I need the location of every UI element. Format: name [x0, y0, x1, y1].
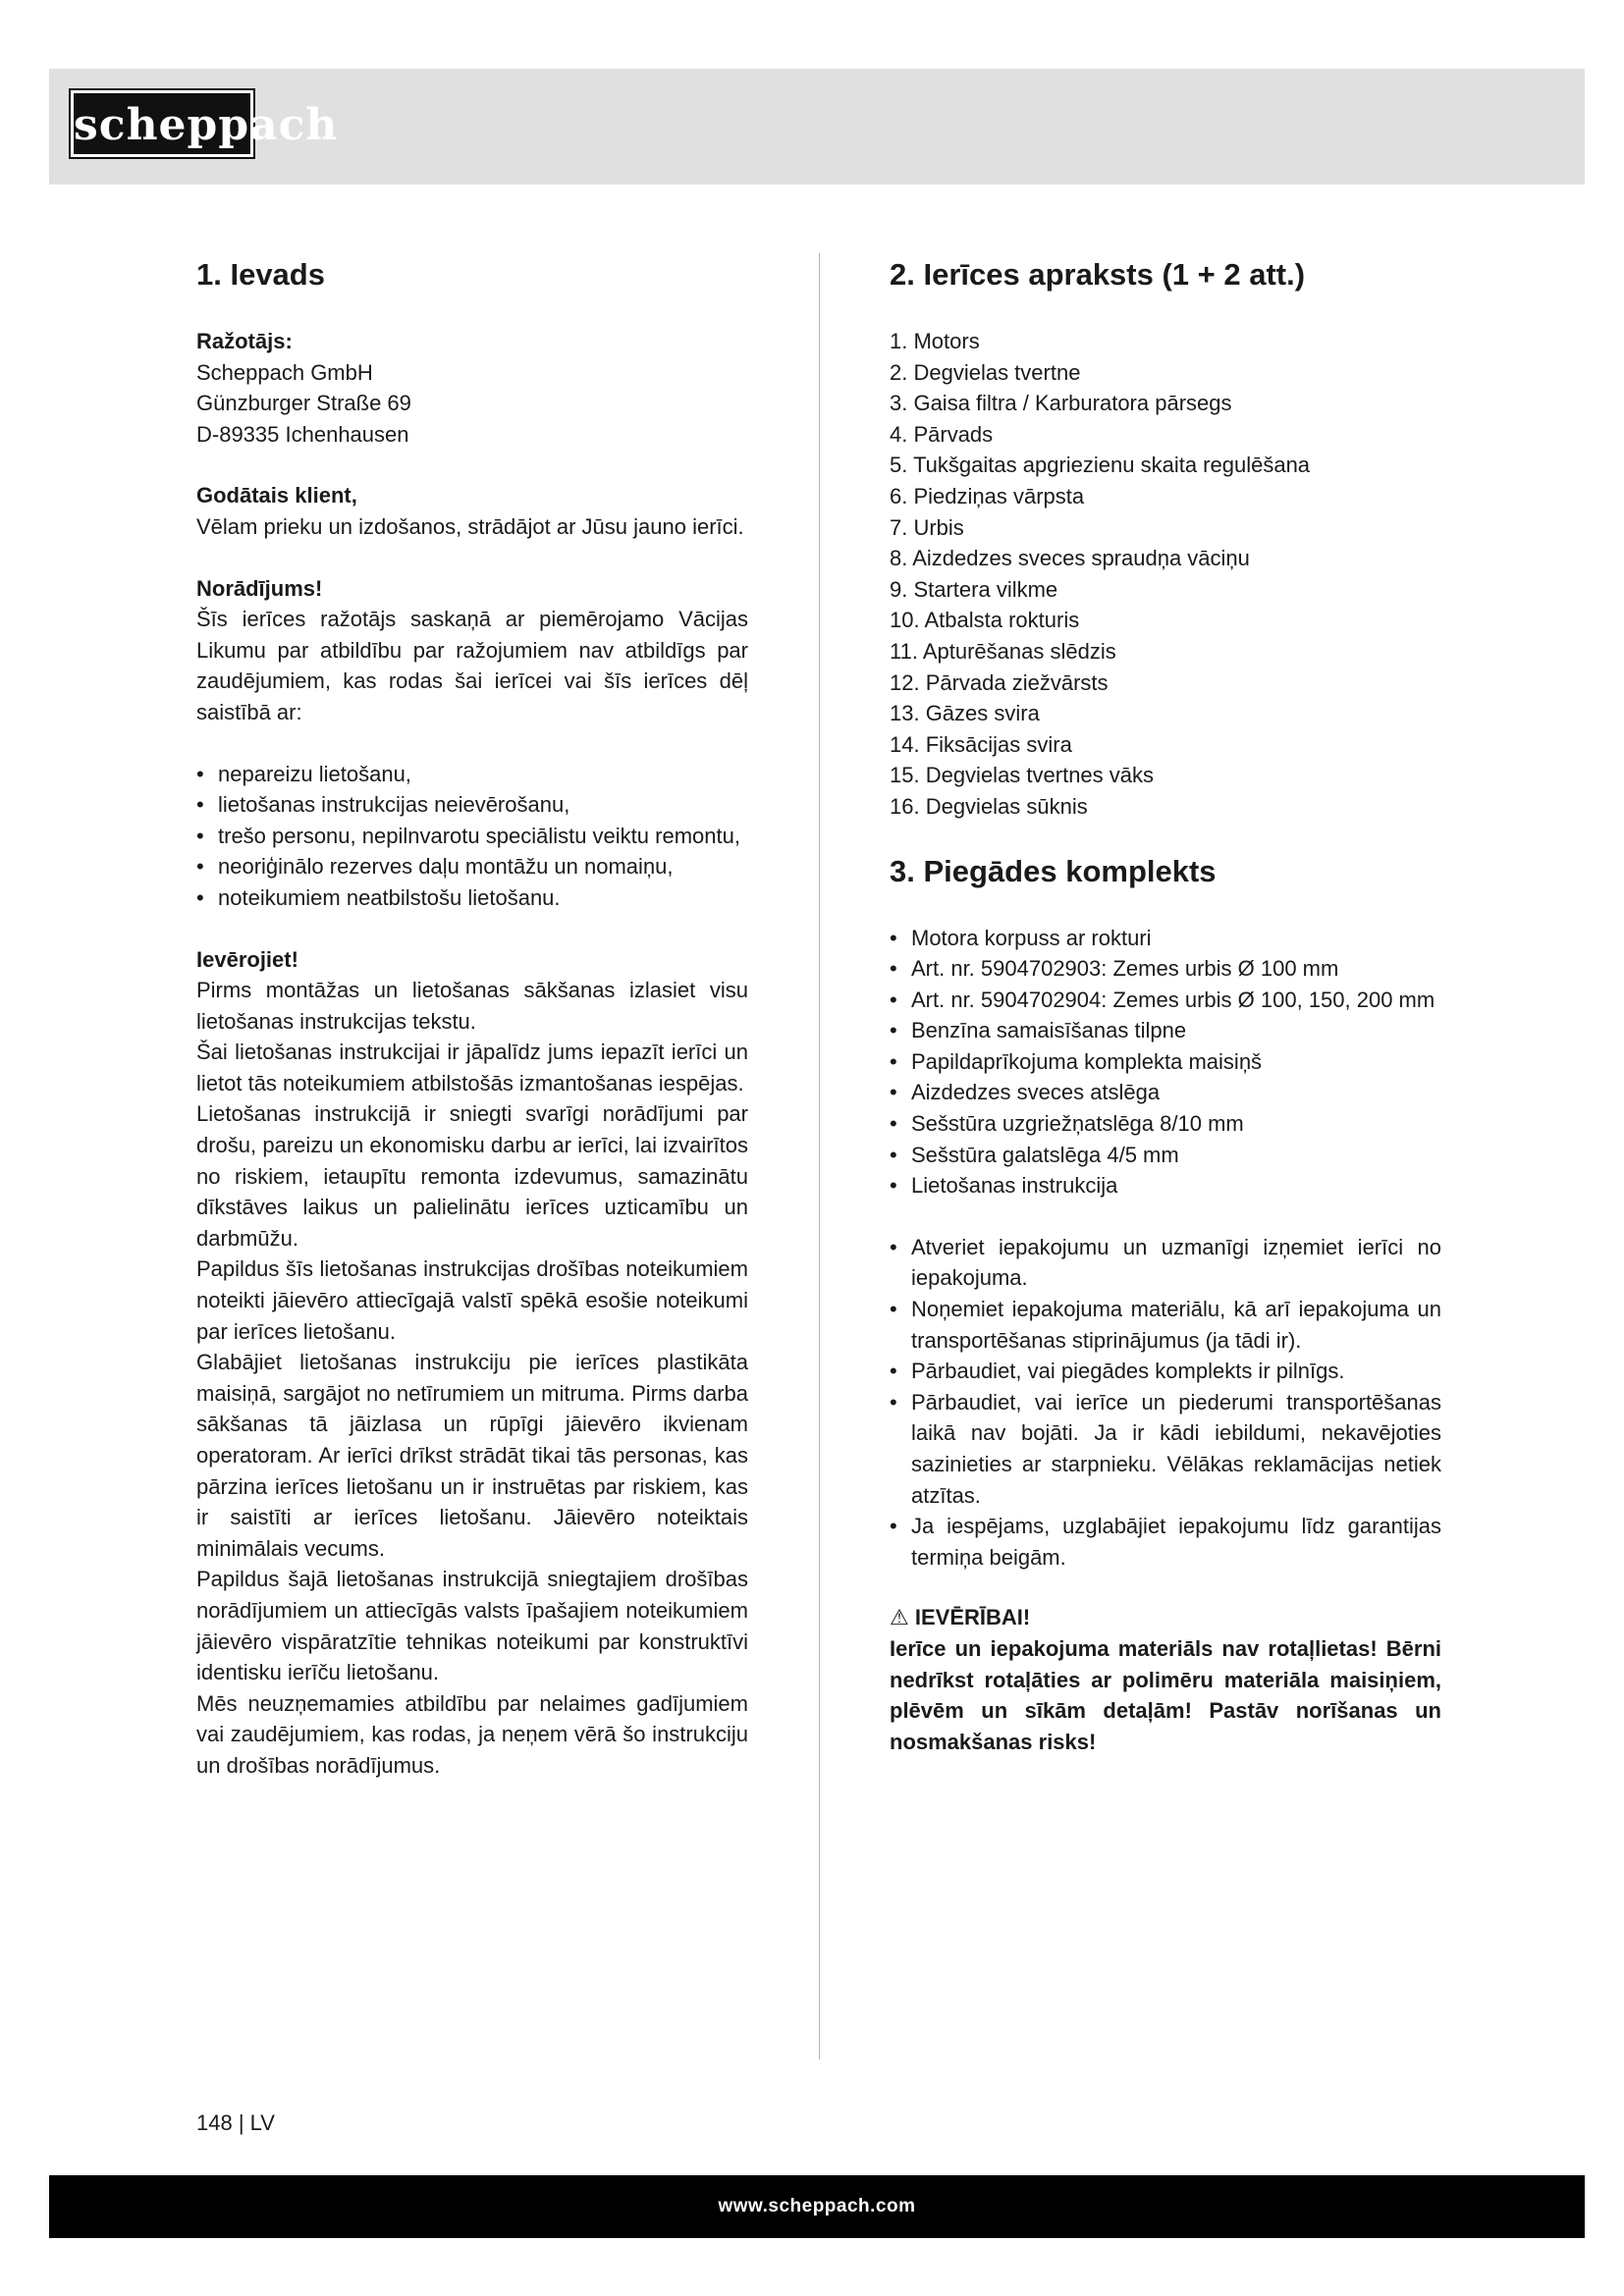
warning-title: IEVĒRĪBAI!	[914, 1605, 1031, 1630]
right-column	[890, 253, 1441, 1757]
part-item: 15. Degvielas tvertnes vāks	[890, 763, 1155, 788]
manufacturer-label: Ražotājs:	[196, 329, 293, 353]
part-item: 4. Pārvads	[890, 421, 994, 447]
note-label: Norādījums!	[196, 575, 323, 601]
part-item: 3. Gaisa filtra / Karburatora pārsegs	[890, 391, 1232, 416]
part-item: 16. Degvielas sūknis	[890, 793, 1088, 819]
part-item: 9. Startera vilkme	[890, 576, 1058, 602]
website-link[interactable]: www.scheppach.com	[718, 2196, 916, 2216]
part-item: 13. Gāzes svira	[890, 701, 1040, 726]
unpacking-steps-list	[890, 1232, 1441, 1574]
list-item: • Benzīna samaisīšanas tilpne	[890, 1015, 1441, 1046]
column-divider	[819, 253, 820, 2059]
list-item: • Atveriet iepakojumu un uzmanīgi izņemiet ierīci no iepakojuma.	[890, 1232, 1441, 1294]
list-item: • neoriģinālo rezerves daļu montāžu un nomaiņu,	[196, 851, 748, 882]
observe-paragraph: Šai lietošanas instrukcijai ir jāpalīdz jums iepazīt ierīci un lietot tās noteikumiem atbilstošās izmantošanas iespējas.	[196, 1040, 748, 1095]
list-item: • Art. nr. 5904702904: Zemes urbis Ø 100, 150, 200 mm	[890, 985, 1441, 1016]
note-text: Šīs ierīces ražotājs saskaņā ar piemērojamo Vācijas Likumu par atbildību par ražojumiem nav atbildīgs par zaudējumiem, kas rodas šai ierīcei vai šīs ierīces dēļ saistībā ar:	[196, 607, 748, 724]
greeting-text: Vēlam prieku un izdošanos, strādājot ar Jūsu jauno ierīci.	[196, 513, 744, 539]
part-item: 7. Urbis	[890, 514, 964, 540]
list-item: • Ja iespējams, uzglabājiet iepakojumu līdz garantijas termiņa beigām.	[890, 1511, 1441, 1573]
list-item: • Pārbaudiet, vai piegādes komplekts ir pilnīgs.	[890, 1356, 1441, 1387]
part-item: 2. Degvielas tvertne	[890, 359, 1081, 385]
warning-heading	[890, 1602, 1441, 1633]
part-item: 8. Aizdedzes sveces spraudņa vāciņu	[890, 546, 1250, 571]
list-item: • noteikumiem neatbilstošu lietošanu.	[196, 882, 748, 914]
manufacturer-city: D-89335 Ichenhausen	[196, 421, 409, 447]
left-column	[196, 253, 748, 1782]
part-item: 1. Motors	[890, 329, 980, 353]
list-item: • nepareizu lietošanu,	[196, 759, 748, 790]
list-item: • Sešstūra galatslēga 4/5 mm	[890, 1140, 1441, 1171]
delivery-contents-list	[890, 923, 1441, 1201]
liability-exclusion-list	[196, 759, 748, 914]
parts-list	[890, 326, 1441, 823]
scheppach-logo: scheppach	[71, 90, 253, 157]
part-item: 5. Tukšgaitas apgriezienu skaita regulēšana	[890, 453, 1311, 478]
section-heading-introduction: 1. Ievads	[196, 257, 325, 292]
list-item: • Aizdedzes sveces atslēga	[890, 1077, 1441, 1108]
part-item: 14. Fiksācijas svira	[890, 731, 1072, 757]
list-item: • Pārbaudiet, vai ierīce un piederumi transportēšanas laikā nav bojāti. Ja ir kādi iebildumi, nekavējoties sazinieties ar starpnieku. Vēlākas reklamācijas netiek atzītas.	[890, 1387, 1441, 1511]
observe-label: Ievērojiet!	[196, 946, 298, 972]
greeting-label: Godātais klient,	[196, 483, 357, 508]
section-heading-delivery: 3. Piegādes komplekts	[890, 853, 1217, 888]
observe-paragraph: Mēs neuzņemamies atbildību par nelaimes gadījumiem vai zaudējumiem, kas rodas, ja neņem vērā šo instrukciju un drošības norādījumus.	[196, 1690, 748, 1778]
list-item: • trešo personu, nepilnvarotu speciālistu veiktu remontu,	[196, 821, 748, 852]
list-item: • Lietošanas instrukcija	[890, 1170, 1441, 1201]
warning-triangle-icon: ⚠	[890, 1605, 909, 1630]
list-item: • Sešstūra uzgriežņatslēga 8/10 mm	[890, 1108, 1441, 1140]
page-number: 148 | LV	[196, 2110, 275, 2135]
observe-paragraph: Papildus šajā lietošanas instrukcijā sniegtajiem drošības norādījumiem un attiecīgās valsts īpašajiem noteikumiem jāievēro vispāratzītie tehnikas noteikumi par konstruktīvi identisku ierīču lietošanu.	[196, 1567, 748, 1685]
manufacturer-street: Günzburger Straße 69	[196, 391, 411, 416]
section-heading-device-description: 2. Ierīces apraksts (1 + 2 att.)	[890, 257, 1306, 292]
list-item: • Motora korpuss ar rokturi	[890, 923, 1441, 954]
observe-paragraph: Papildus šīs lietošanas instrukcijas drošības noteikumiem noteikti jāievēro attiecīgajā valstī spēkā esošie noteikumi par ierīces lietošanu.	[196, 1256, 748, 1344]
part-item: 10. Atbalsta rokturis	[890, 608, 1080, 633]
list-item: • Papildaprīkojuma komplekta maisiņš	[890, 1046, 1441, 1078]
part-item: 6. Piedziņas vārpsta	[890, 483, 1085, 508]
part-item: 11. Apturēšanas slēdzis	[890, 638, 1116, 664]
footer-band	[49, 2175, 1585, 2238]
manufacturer-name: Scheppach GmbH	[196, 359, 373, 385]
observe-paragraph: Pirms montāžas un lietošanas sākšanas izlasiet visu lietošanas instrukcijas tekstu.	[196, 978, 748, 1034]
list-item: • lietošanas instrukcijas neievērošanu,	[196, 789, 748, 821]
list-item: • Art. nr. 5904702903: Zemes urbis Ø 100 mm	[890, 953, 1441, 985]
part-item: 12. Pārvada ziežvārsts	[890, 669, 1109, 695]
observe-paragraph: Lietošanas instrukcijā ir sniegti svarīgi norādījumi par drošu, pareizu un ekonomisku darbu ar ierīci, lai izvairītos no riskiem, ietaupītu remonta izdevumus, samazinātu dīkstāves laikus un palielinātu ierīces uzticamību un darbmūžu.	[196, 1101, 748, 1251]
observe-paragraph: Glabājiet lietošanas instrukciju pie ierīces plastikāta maisiņā, sargājot no netīrumiem un mitruma. Pirms darba sākšanas tā jāizlasa un rūpīgi jāievēro ikvienam operatoram. Ar ierīci drīkst strādāt tikai tās personas, kas pārzina ierīces lietošanu un ir instruētas par riskiem, kas ir saistīti ar ierīces lietošanu. Jāievēro noteiktais minimālais vecums.	[196, 1350, 748, 1561]
list-item: • Noņemiet iepakojuma materiālu, kā arī iepakojuma un transportēšanas stiprinājumus (ja tādi ir).	[890, 1294, 1441, 1356]
warning-text: Ierīce un iepakojuma materiāls nav rotaļlietas! Bērni nedrīkst rotaļāties ar polimēru materiāla maisiņiem, plēvēm un sīkām detaļām! Pastāv norīšanas un nosmakšanas risks!	[890, 1635, 1441, 1754]
